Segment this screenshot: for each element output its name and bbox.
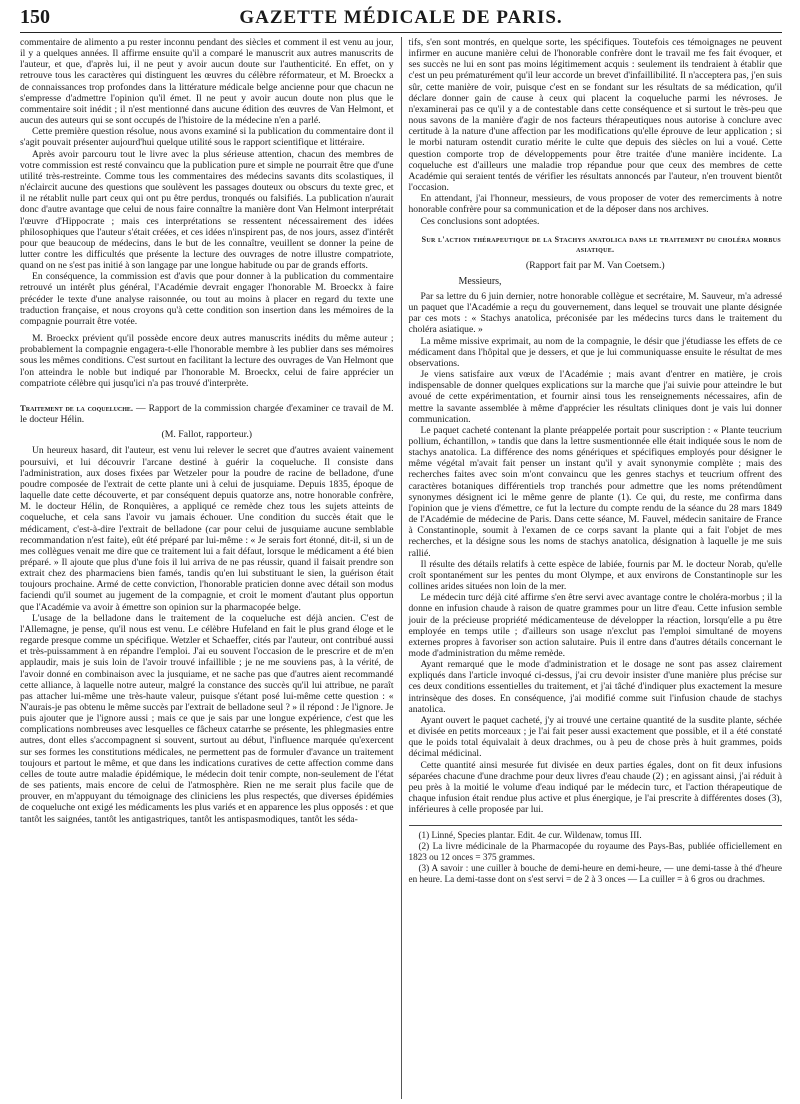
salutation: Messieurs, [458, 275, 502, 287]
article-columns [20, 37, 782, 1099]
section-heading: Sur l'action thérapeutique de la Stachys anatolica dans le traitement du choléra morbus asiatique. [421, 234, 781, 255]
footnote-divider [409, 825, 783, 826]
paragraph: La même missive exprimait, au nom de la compagnie, le désir que j'étudiasse les effets de ce médicament dans l'hôpital que je dessers, et que je lui communiquasse ensuite le résultat de mes observations. [408, 335, 782, 369]
paragraph: Il résulte des détails relatifs à cette espèce de labiée, fournis par M. le docteur Norab, qu'elle croît spontanément sur les pentes du mont Olympe, et aux environs de Constantinople sur les collines arides situées non loin de la mer. [408, 558, 782, 593]
section-subtitle: — Rapport de la commission chargée d'examiner ce travail de M. le docteur Hélin. [20, 402, 394, 426]
footnotes [409, 830, 783, 884]
paragraph: Le paquet cacheté contenant la plante préappelée portait pour suscription : « Plante teucrium pollium, échantillon, » tandis que dans la lettre susmentionnée elle était indiquée sous le nom de stachys anatolica. La différence des noms génériques et spécifiques employés pour désigner le même végétal m'avait fait penser un instant qu'il y avait synonymie complète ; mais des recherches faites avec soin m'ont convaincu que les genres stachys et teucrium offrent des caractères botaniques différentiels trop tranchés pour admettre que les noms prétendûment synonymes désignent ici le même genre de plante (1). Ce qui, du reste, me confirma dans l'opinion que je viens d'émettre, ce fut la lecture du compte rendu de la séance du 28 mars 1849 de l'Académie de médecine de Paris. Dans cette séance, M. Fauvel, médecin sanitaire de France à Constantinople, soumit à l'examen de ce corps savant la plante qui a fait l'objet de mes recherches, et la désigne sous les noms de stachys anatolica, désignation à laquelle je me suis rallié. [408, 424, 782, 559]
paragraph: Le médecin turc déjà cité affirme s'en être servi avec avantage contre le choléra-morbus ; il la donne en infusion chaude à raison de quatre grammes pour un litre d'eau. Cette infusion semble jouir de la précieuse propriété médicamenteuse de développer la réaction, lorsqu'elle a pu être employée en temps utile ; d'ailleurs son usage n'exclut pas l'emploi simultané de moyens externes propres à favoriser son action salutaire. Puis il entre dans d'autres détails concernant le mode d'administration du même remède. [408, 592, 782, 659]
paragraph: Ayant ouvert le paquet cacheté, j'y ai trouvé une certaine quantité de la susdite plante, séchée et divisée en petits morceaux ; je l'ai fait peser aussi exactement que possible, et il a été constaté que le poids total équivalait à deux drachmes, ou à peu de chose près à huit grammes, poids décimal médicinal. [408, 714, 782, 760]
rapporteur-line: (M. Fallot, rapporteur.) [161, 429, 253, 441]
footnote: (2) La livre médicinale de la Pharmacopée du royaume des Pays-Bas, publiée officiellement en 1823 ou 12 onces = 375 grammes. [408, 841, 782, 862]
paragraph: Ces conclusions sont adoptées. [420, 215, 540, 227]
paragraph: commentaire de alimento a pu rester inconnu pendant des siècles et comment il est venu au jour, il y a quelques années. Il affirme ensuite qu'il a comparé le manuscrit aux autres manuscrits de l'auteur, et que, d'après lui, il ne peut y avoir aucun doute sur l'authenticité. En effet, on y retrouve tous les caractères qui distinguent les œuvres du célèbre réformateur, et M. Broeckx a de connaissances trop profondes dans la littérature médicale belge ancienne pour que chacun ne s'empresse d'admettre l'opinion qu'il émet. Il ne peut y avoir aucun doute non plus que le commentaire soit inédit ; il n'est mentionné dans aucune édition des œuvres de Van Helmont, et aucun des auteurs qui se sont occupés de l'histoire de la médecine n'en a parlé. [20, 37, 394, 127]
paragraph: En attendant, j'ai l'honneur, messieurs, de vous proposer de voter des remerciments à notre honorable confrère pour sa communication et de la déposer dans nos archives. [408, 193, 782, 216]
paragraph: M. Broeckx prévient qu'il possède encore deux autres manuscrits inédits du même auteur ; probablement la compagnie engagera-t-elle l'honorable membre à les publier dans ses mémoires sous les mêmes conditions. C'est surtout en facilitant la lecture des ouvrages de Van Helmont que l'on atteindra le noble but indiqué par l'honorable M. Broeckx, celui de faire apprécier un compatriote célèbre qui jusqu'ici n'a pas trouvé d'interprète. [20, 333, 394, 389]
paragraph: Par sa lettre du 6 juin dernier, notre honorable collègue et secrétaire, M. Sauveur, m'a adressé un paquet que l'Académie a reçu du gouvernement, dans lequel se trouvait une plante désignée par ces mots : « Stachys anatolica, préconisée par les médecins turcs dans le traitement du choléra asiatique. » [408, 290, 782, 336]
paragraph: En conséquence, la commission est d'avis que pour donner à la publication du commentaire retrouvé un intérêt plus général, l'Académie devrait engager l'honorable M. Broeckx à faire précéder le texte d'une analyse raisonnée, ou tout au moins à placer en regard du texte une traduction française, et nous croyons qu'à cette condition son insertion dans les mémoires de la compagnie pourrait être votée. [20, 271, 394, 327]
paragraph: Un heureux hasard, dit l'auteur, est venu lui relever le secret que d'autres avaient vainement poursuivi, et lui découvrir l'arcane destiné à guérir la coqueluche. Il consiste dans l'administration, aux doses fixées par Wetzeler pour la poudre de racine de belladone, d'une poudre composée de l'extrait de cette plante uni à celui de jusquiame. Depuis 1835, époque de laquelle date cette découverte, et par conséquent depuis quatorze ans, notre honorable confrère, M. le docteur Hélin, de Ronquières, a appliqué ce remède chez tous les sujets atteints de coqueluche, et cela sans l'avoir vu jamais échouer. Une condition du succès était que le médicament, c'est-à-dire l'extrait de belladone (car pour celui de jusquiame aucune semblable recommandation n'est faite), eût été préparé par lui-même : « Je serais fort étonné, dit-il, si un de mes collègues venait me dire que ce traitement lui a fait défaut, lorsque le médicament a été bien préparé. » Il ajoute que plus d'une fois il lui arriva de ne pas réussir, quand il faisait prendre son extrait chez des pharmaciens bien famés, tandis qu'en lui substituant le sien, la guérison était toujours prochaine. Armé de cette conviction, l'honorable praticien donne avec détail son modus faciendi qu'il soumet au jugement de la compagnie, et croit le moment d'autant plus opportun que l'Académie va avoir à émettre son opinion sur la pharmacopée belge. [20, 445, 394, 613]
section-title: Traitement de la coqueluche. [20, 402, 134, 413]
paragraph: tifs, s'en sont montrés, en quelque sorte, les spécifiques. Toutefois ces témoignages ne peuvent infirmer en aucune manière celui de l'honorable confrère dont le travail me fes fait évoquer, et ses succès ne lui en sont pas moins légitimement acquis : seulement ils tendraient à établir que c'est un peu prématurément qu'il leur accorde un brevet d'infaillibilité. Il n'acceptera pas, j'en suis sûr, cette manière de voir, puisque c'est en se fondant sur les résultats de sa médication, qu'il déclare donner gain de cause à ceux qui placent la coqueluche parmi les névroses. Je n'examinerai pas ce qu'il y a de contestable dans cette conséquence et si surtout le très-peu que nous savons de la manière d'agir de nos facteurs thérapeutiques nous autorise à conclure avec certitude à la nature d'une affection par les modifications qu'elle éprouve de leur application ; si le morbi naturam ostendit curatio mérite le culte que depuis des siècles on lui a voué. Cette question comporte trop de développements pour être traitée d'une manière incidente. La coqueluche est d'ailleurs une maladie trop répandue pour que ceux des membres de cette Académie qui seraient tentés de vérifier les résultats annoncés par l'auteur, n'en trouvent bientôt l'occasion. [408, 37, 782, 194]
paragraph: L'usage de la belladone dans le traitement de la coqueluche est déjà ancien. C'est de l'Allemagne, je pense, qu'il nous est venu. Le célèbre Hufeland en fait le plus grand éloge et le regarde presque comme un spécifique. Wetzler et Schaeffer, cités par l'auteur, ont contribué aussi et très-puissamment à en répandre l'emploi. J'ai eu souvent l'occasion de le prescrire et de m'en applaudir, mais je suis loin de l'avoir trouvé infaillible ; je ne me souviens pas, à la vérité, de l'avoir donné en combinaison avec la jusquiame, et ne sache pas que d'autres aient recommandé cette alliance, à laquelle notre auteur, malgré la constance des succès qu'il lui attribue, ne paraît pas attacher lui-même une très-haute valeur, puisque s'étant posé lui-même cette question : « N'aurais-je pas obtenu le même succès par l'extrait de belladone seul ? » il répond : Je l'ignore. Je puis ajouter que je l'ignore aussi ; mais ce que je sais par une longue expérience, c'est que les complications nombreuses avec lesquelles ce fâcheux catarrhe se présente, les phlegmasies entre autres, dont elles s'accompagnent si souvent, surtout au début, l'influence marquée qu'exercent sur ses formes les constitutions médicales, ne permettent pas de formuler d'avance un traitement toujours et partout le même, et que dans les indications curatives de cette affection comme dans celles de toute autre maladie épidémique, le médecin doit tenir compte, non-seulement de l'état de ses patients, mais encore de celui de l'atmosphère. Rien ne me serait plus facile que de prouver, en m'appuyant du témoignage des cliniciens les plus respectés, que diverses épidémies de coqueluche ont exigé les médicaments les plus variés et en apparence les plus opposés : et que tantôt les saignées, tantôt les antigastriques, tantôt les antispasmodiques, tantôt les séda- [20, 612, 394, 825]
footnote: (3) A savoir : une cuiller à bouche de demi-heure en demi-heure, — une demi-tasse à thé d'heure en heure. La demi-tasse dont on s'est servi = de 2 à 3 onces — La cuiller = à 6 gros ou drachmes. [408, 862, 782, 884]
footnote: (1) Linné, Species plantar. Edit. 4e cur. Wildenaw, tomus III. [418, 830, 642, 841]
paragraph: Cette première question résolue, nous avons examiné si la publication du commentaire dont il s'agit pouvait présenter aujourd'hui quelque utilité sous le rapport scientifique et littéraire. [20, 126, 394, 149]
paragraph: Je viens satisfaire aux vœux de l'Académie ; mais avant d'entrer en matière, je crois indispensable de donner quelques explications sur la marche que j'ai suivie pour atteindre le but avoué de cette expérimentation, et fournir ainsi tous les renseignements nécessaires, afin de mettre la savante assemblée à même d'apprécier les résultats cliniques dont je vais lui donner communication. [408, 369, 782, 425]
journal-title: GAZETTE MÉDICALE DE PARIS. [239, 7, 563, 28]
paragraph: Cette quantité ainsi mesurée fut divisée en deux parties égales, dont on fit deux infusions séparées chacune d'une drachme pour deux livres d'eau chaude (2) ; en agissant ainsi, j'ai réduit à peu près à la moitié le volume d'eau indiqué par le médecin turc, et l'action thérapeutique de chaque infusion était rendue plus active et plus énergique, je l'ai prescrite à différentes doses (3), inférieures à celle proposée par lui. [408, 759, 782, 816]
paragraph: Ayant remarqué que le mode d'administration et le dosage ne sont pas assez clairement expliqués dans l'article invoqué ci-dessus, j'ai cru devoir insister d'une manière plus précise sur ces deux conditions essentielles du traitement, et j'ai tâché d'indiquer plus exactement la mesure intrinsèque des doses. En conséquence, j'ai modifié comme suit l'infusion chaude de stachys anatolica. [408, 659, 782, 715]
paragraph: Après avoir parcouru tout le livre avec la plus sérieuse attention, chacun des membres de votre commission est resté convaincu que la publication pure et simple ne pourrait être que d'une utilité très-restreinte. Comme tous les commentaires des médecins savants dits scolastiques, il n'éclaircit aucune des questions que soulèvent les passages douteux ou obscurs du texte grec, et il ne rétablit nulle part ceux qui ont pu être perdus, tronqués ou falsifiés. La publication n'aurait donc d'autre avantage que celui de nous faire connaître la manière dont Van Helmont interprétait l'œuvre d'Hippocrate ; mais ces interprétations se ressentent nécessairement des idées philosophiques que l'auteur s'était créées, et ces idées n'inspirent pas, de nos jours, assez d'intérêt pour que beaucoup de médecins, dans le but de les connaître, veuillent se donner la peine de lutter contre les difficultés que présente la lecture des ouvrages de notre illustre compatriote, quand on ne s'est pas initié à son langage par une longue habitude ou par de grands efforts. [20, 148, 394, 272]
page-header [20, 6, 782, 33]
page-number: 150 [20, 6, 50, 28]
section-heading [20, 403, 394, 425]
reporter-line: (Rapport fait par M. Van Coetsem.) [525, 259, 665, 271]
right-column [401, 37, 783, 1099]
left-column [20, 37, 401, 1099]
